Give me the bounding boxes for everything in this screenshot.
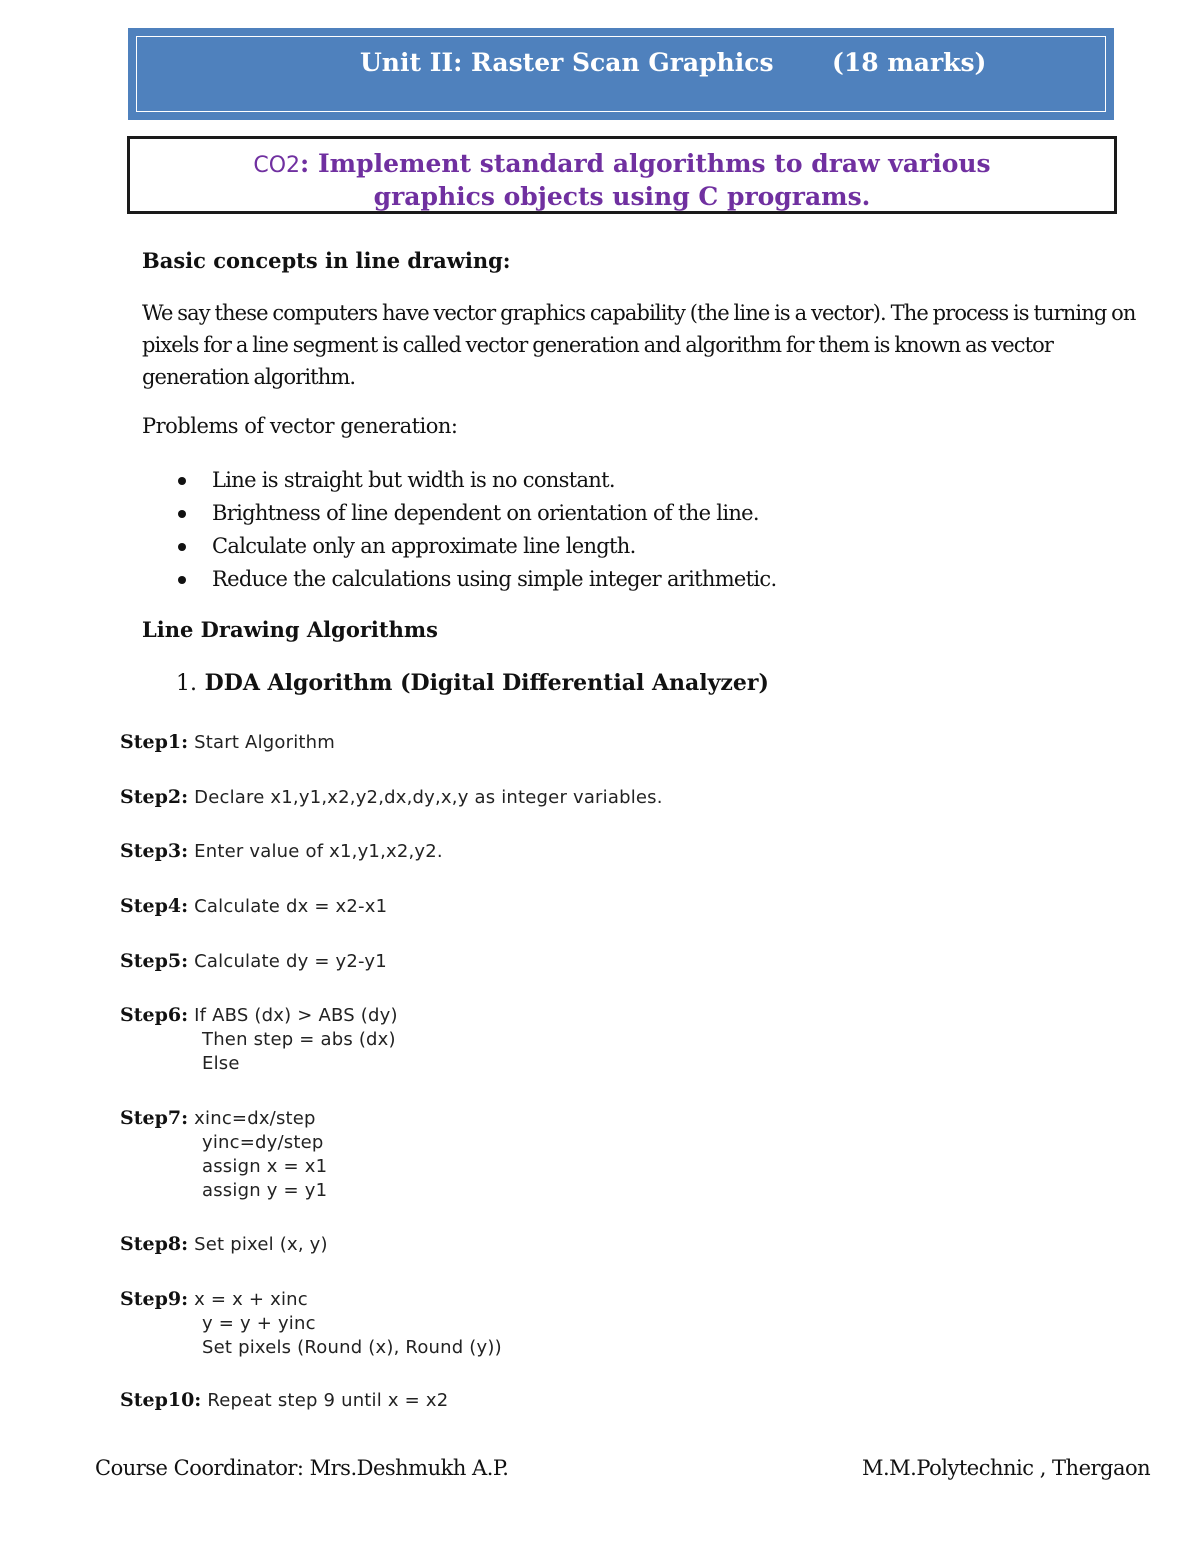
step-label: Step3: xyxy=(120,840,189,862)
bullet-icon xyxy=(178,510,186,518)
step-continuation: assign y = y1 xyxy=(202,1180,328,1201)
step-4 xyxy=(120,894,387,919)
dda-algorithm-title xyxy=(176,670,769,696)
step-continuation: y = y + yinc xyxy=(202,1313,316,1334)
step-9 xyxy=(120,1287,502,1360)
step-text: Repeat step 9 until x = x2 xyxy=(207,1390,449,1411)
step-label: Step1: xyxy=(120,731,189,753)
step-1 xyxy=(120,730,335,755)
step-text: Start Algorithm xyxy=(194,732,336,753)
step-text: x = x + xinc xyxy=(194,1289,308,1310)
dda-number: 1. xyxy=(176,671,197,696)
list-item xyxy=(172,464,776,497)
step-text: Set pixel (x, y) xyxy=(194,1234,328,1255)
list-item xyxy=(172,530,776,563)
step-8 xyxy=(120,1232,328,1257)
course-outcome-text-1: Implement standard algorithms to draw various xyxy=(309,149,991,178)
list-item xyxy=(172,563,776,596)
step-label: Step9: xyxy=(120,1288,189,1310)
step-text: xinc=dx/step xyxy=(194,1108,316,1129)
dda-title-text: DDA Algorithm (Digital Differential Analyzer) xyxy=(204,670,769,696)
step-text: Declare x1,y1,x2,y2,dx,dy,x,y as integer variables. xyxy=(194,787,663,808)
footer-institute: M.M.Polytechnic , Thergaon xyxy=(862,1456,1151,1480)
basics-paragraph: We say these computers have vector graphics capability (the line is a vector). The process is turning on pixels for a line segment is called vector generation and algorithm for them is known as vector generation algorithm. xyxy=(142,301,1136,389)
bullet-icon xyxy=(178,477,186,485)
step-continuation: Else xyxy=(202,1053,240,1074)
step-continuation: yinc=dy/step xyxy=(202,1132,324,1153)
step-6 xyxy=(120,1003,398,1076)
footer-coordinator: Course Coordinator: Mrs.Deshmukh A.P. xyxy=(95,1456,509,1480)
problems-intro: Problems of vector generation: xyxy=(142,414,458,438)
step-label: Step10: xyxy=(120,1389,202,1411)
course-outcome-box xyxy=(127,136,1117,214)
basics-heading: Basic concepts in line drawing: xyxy=(142,248,511,273)
step-text: Calculate dx = x2-x1 xyxy=(194,896,388,917)
unit-title: Unit II: Raster Scan Graphics xyxy=(360,48,774,77)
course-outcome-line-2: graphics objects using C programs. xyxy=(373,182,871,211)
step-continuation: Then step = abs (dx) xyxy=(202,1029,396,1050)
unit-header-banner xyxy=(128,28,1114,120)
step-10 xyxy=(120,1388,448,1413)
problem-text: Line is straight but width is no constant. xyxy=(212,468,615,492)
step-2 xyxy=(120,785,663,810)
step-label: Step6: xyxy=(120,1004,189,1026)
step-label: Step4: xyxy=(120,895,189,917)
course-outcome-line-1 xyxy=(130,148,1114,181)
step-text: If ABS (dx) > ABS (dy) xyxy=(194,1005,398,1026)
step-label: Step2: xyxy=(120,786,189,808)
step-text: Enter value of x1,y1,x2,y2. xyxy=(194,841,443,862)
problem-text: Reduce the calculations using simple integer arithmetic. xyxy=(212,567,777,591)
course-outcome-colon: : xyxy=(300,149,310,178)
problems-list xyxy=(172,464,776,596)
line-drawing-heading: Line Drawing Algorithms xyxy=(142,617,438,642)
step-7 xyxy=(120,1106,327,1203)
step-label: Step8: xyxy=(120,1233,189,1255)
list-item xyxy=(172,497,776,530)
bullet-icon xyxy=(178,576,186,584)
step-text: Calculate dy = y2-y1 xyxy=(194,951,387,972)
problem-text: Calculate only an approximate line length. xyxy=(212,534,636,558)
bullet-icon xyxy=(178,543,186,551)
step-5 xyxy=(120,949,387,974)
step-label: Step7: xyxy=(120,1107,189,1129)
unit-marks: (18 marks) xyxy=(832,48,987,77)
problem-text: Brightness of line dependent on orientation of the line. xyxy=(212,501,759,525)
step-continuation: assign x = x1 xyxy=(202,1156,328,1177)
step-continuation: Set pixels (Round (x), Round (y)) xyxy=(202,1337,502,1358)
course-outcome-code: CO2 xyxy=(253,153,301,178)
step-3 xyxy=(120,839,443,864)
step-label: Step5: xyxy=(120,950,189,972)
